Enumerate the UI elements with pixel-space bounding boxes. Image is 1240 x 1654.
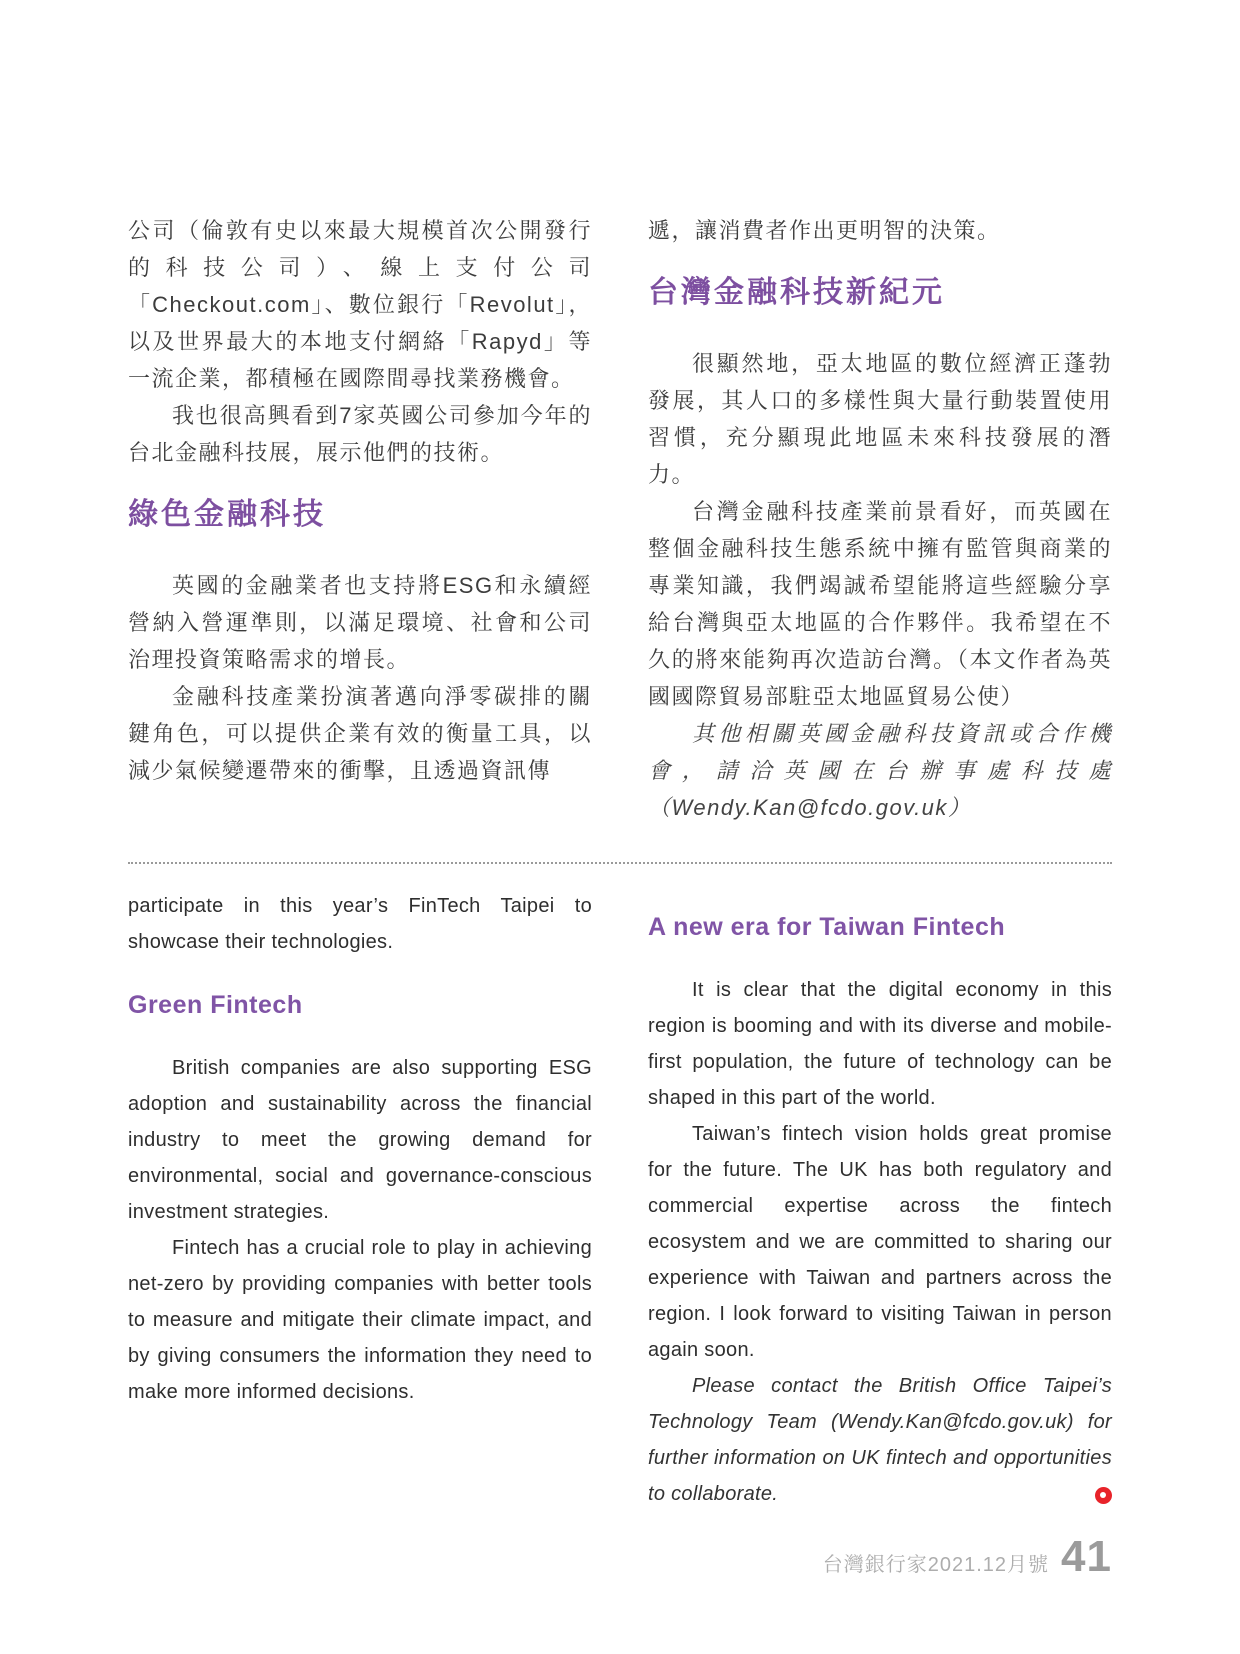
end-of-article-icon <box>1095 1487 1112 1504</box>
zh-paragraph: 金融科技產業扮演著邁向淨零碳排的關鍵角色，可以提供企業有效的衡量工具，以減少氣候變遷帶來的衝擊，且透過資訊傳 <box>128 684 592 783</box>
en-paragraph: It is clear that the digital economy in this region is booming and with its diverse and mobile-first population, the future of technology can be shaped in this part of the world. <box>648 978 1112 1109</box>
chinese-right-column <box>648 212 1112 826</box>
english-left-column <box>128 888 592 1512</box>
journal-issue-label: 台灣銀行家2021.12月號 <box>822 1554 1050 1576</box>
zh-heading-new-era: 台灣金融科技新紀元 <box>648 276 945 309</box>
en-paragraph: British companies are also supporting ESG adoption and sustainability across the financial industry to meet the growing demand for environmental, social and governance-conscious investment strategies. <box>128 1056 592 1223</box>
page-number: 41 <box>1061 1532 1112 1581</box>
english-right-column <box>648 888 1112 1512</box>
zh-paragraph: 很顯然地，亞太地區的數位經濟正蓬勃發展，其人口的多樣性與大量行動裝置使用習慣，充分顯現此地區未來科技發展的潛力。 <box>648 351 1112 487</box>
en-paragraph: Fintech has a crucial role to play in achieving net-zero by providing companies with better tools to measure and mitigate their climate impact, and by giving consumers the information they need to make more informed decisions. <box>128 1236 592 1403</box>
en-contact-note-wrap <box>648 1368 1112 1512</box>
chinese-section <box>128 212 1112 826</box>
en-heading-green-fintech: Green Fintech <box>128 991 303 1019</box>
end-of-article-icon-hole <box>1100 1492 1106 1498</box>
en-paragraph: Taiwan’s fintech vision holds great promise for the future. The UK has both regulatory and commercial expertise across the fintech ecosystem and we are committed to sharing our experience with Taiwan and partners across the region. I look forward to visiting Taiwan in person again soon. <box>648 1122 1112 1361</box>
page-footer <box>823 1532 1112 1582</box>
section-divider <box>128 862 1112 864</box>
zh-paragraph-continued: 公司（倫敦有史以來最大規模首次公開發行的科技公司）、線上支付公司「Checkout.com」、數位銀行「Revolut」，以及世界最大的本地支付網絡「Rapyd」等一流企業，都積極在國際間尋找業務機會。 <box>128 218 592 391</box>
en-heading-new-era: A new era for Taiwan Fintech <box>648 913 1006 941</box>
english-section <box>128 888 1112 1512</box>
chinese-left-column <box>128 212 592 826</box>
magazine-page-content <box>128 212 1112 1512</box>
zh-heading-green-fintech: 綠色金融科技 <box>128 498 326 531</box>
zh-paragraph: 台灣金融科技產業前景看好，而英國在整個金融科技生態系統中擁有監管與商業的專業知識，我們竭誠希望能將這些經驗分享給台灣與亞太地區的合作夥伴。我希望在不久的將來能夠再次造訪台灣。（本文作者為英國國際貿易部駐亞太地區貿易公使） <box>648 499 1112 709</box>
zh-contact-note: 其他相關英國金融科技資訊或合作機會，請洽英國在台辦事處科技處 （Wendy.Kan@fcdo.gov.uk） <box>648 721 1112 820</box>
en-paragraph-continued: participate in this year’s FinTech Taipei to showcase their technologies. <box>128 895 592 953</box>
zh-paragraph: 英國的金融業者也支持將ESG和永續經營納入營運準則，以滿足環境、社會和公司治理投資策略需求的增長。 <box>128 573 592 672</box>
zh-paragraph-continued: 遞，讓消費者作出更明智的決策。 <box>648 218 1001 243</box>
en-contact-note: Please contact the British Office Taipei’s Technology Team (Wendy.Kan@fcdo.gov.uk) for further information on UK fintech and opportunities to collaborate. <box>648 1374 1112 1505</box>
zh-paragraph: 我也很高興看到7家英國公司參加今年的台北金融科技展，展示他們的技術。 <box>128 403 592 465</box>
